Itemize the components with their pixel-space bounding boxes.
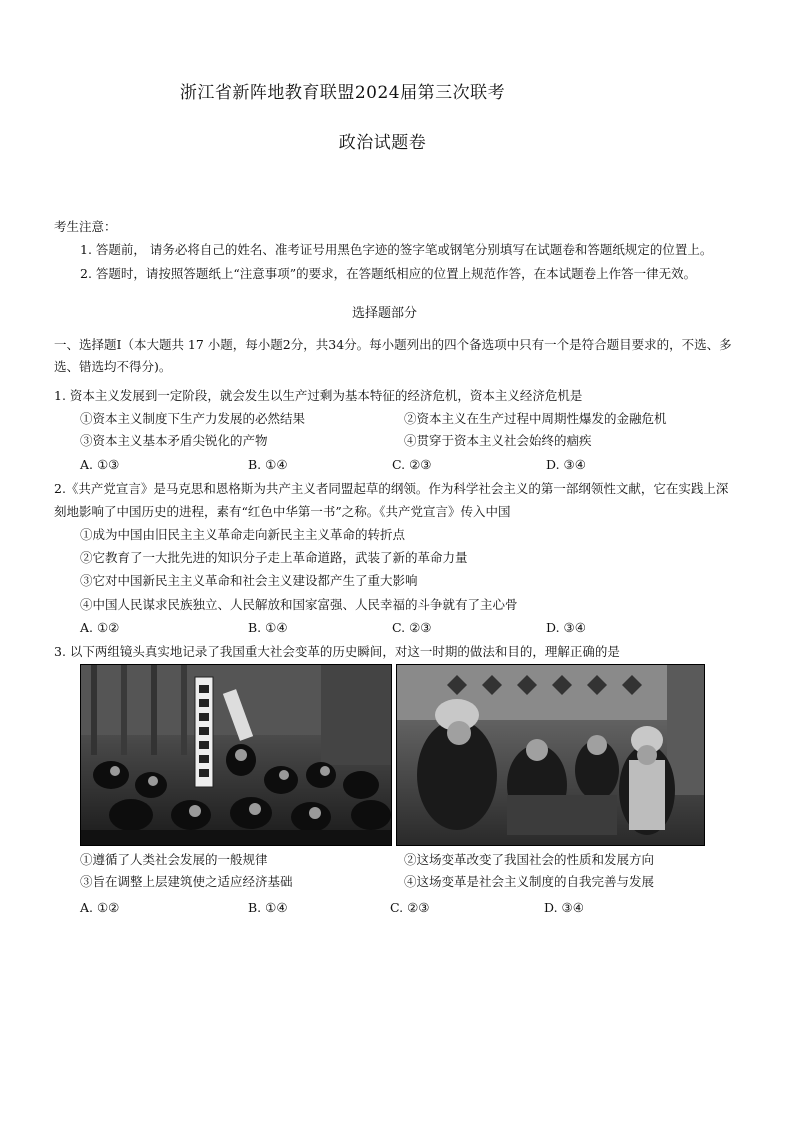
exam-subtitle: 政治试题卷 [338, 133, 427, 153]
notice-item-1: 1. 答题前， 请务必将自己的姓名、准考证号用黑色字迹的签字笔或钢笔分别填写在试题卷和答题纸规定的位置上。 [80, 242, 713, 257]
q1-stem: 1. 资本主义发展到一定阶段，就会发生以生产过剩为基本特征的经济危机，资本主义经济危机是 [54, 388, 583, 403]
q2-option-d: D. ③④ [546, 620, 586, 635]
q2-option-a: A. ①② [80, 620, 120, 635]
q2-stem-line2: 刻地影响了中国历史的进程，素有“红色中华第一书”之称。《共产党宣言》传入中国 [54, 504, 511, 519]
q1-option-b: B. ①④ [248, 457, 288, 472]
q3-statement-1: ①遵循了人类社会发展的一般规律 [80, 852, 268, 867]
q1-option-a: A. ①③ [80, 457, 120, 472]
q3-statement-2: ②这场变革改变了我国社会的性质和发展方向 [404, 852, 655, 867]
part-instructions-line2: 选、错选均不得分)。 [54, 359, 172, 374]
q1-statement-4: ④贯穿于资本主义社会始终的痼疾 [404, 433, 592, 448]
notice-heading: 考生注意： [54, 219, 117, 234]
q3-stem: 3. 以下两组镜头真实地记录了我国重大社会变革的历史瞬间，对这一时期的做法和目的，理解正确的是 [54, 644, 620, 659]
q1-option-d: D. ③④ [546, 457, 586, 472]
q2-statement-1: ①成为中国由旧民主主义革命走向新民主主义革命的转折点 [80, 527, 406, 542]
village-meeting-photo [397, 665, 704, 845]
q3-photo-right [396, 664, 705, 846]
q1-statement-2: ②资本主义在生产过程中周期性爆发的金融危机 [404, 411, 667, 426]
q3-option-b: B. ①④ [248, 900, 288, 915]
q2-option-b: B. ①④ [248, 620, 288, 635]
crowd-parade-photo [81, 665, 391, 845]
q2-stem-line1: 2.《共产党宣言》是马克思和恩格斯为共产主义者同盟起草的纲领。作为科学社会主义的第一部纲领性文献，它在实践上深 [54, 481, 729, 496]
exam-title: 浙江省新阵地教育联盟2024届第三次联考 [179, 83, 506, 103]
q1-statement-1: ①资本主义制度下生产力发展的必然结果 [80, 411, 306, 426]
q2-statement-2: ②它教育了一大批先进的知识分子走上革命道路，武装了新的革命力量 [80, 550, 468, 565]
q2-statement-3: ③它对中国新民主主义革命和社会主义建设都产生了重大影响 [80, 573, 418, 588]
q2-statement-4: ④中国人民谋求民族独立、人民解放和国家富强、人民幸福的斗争就有了主心骨 [80, 597, 518, 612]
notice-item-2: 2. 答题时，请按照答题纸上“注意事项”的要求，在答题纸相应的位置上规范作答，在本试题卷上作答一律无效。 [80, 266, 697, 281]
q3-photo-left [80, 664, 392, 846]
q3-statement-4: ④这场变革是社会主义制度的自我完善与发展 [404, 874, 655, 889]
q1-statement-3: ③资本主义基本矛盾尖锐化的产物 [80, 433, 268, 448]
part-instructions-line1: 一、选择题Ⅰ（本大题共 17 小题，每小题2分，共34分。每小题列出的四个备选项中只有一个是符合题目要求的，不选、多 [54, 337, 732, 352]
q3-option-d: D. ③④ [544, 900, 584, 915]
q3-statement-3: ③旨在调整上层建筑使之适应经济基础 [80, 874, 293, 889]
q3-option-a: A. ①② [80, 900, 120, 915]
section-title: 选择题部分 [351, 306, 417, 321]
q3-option-c: C. ②③ [390, 900, 430, 915]
q2-option-c: C. ②③ [392, 620, 432, 635]
q1-option-c: C. ②③ [392, 457, 432, 472]
